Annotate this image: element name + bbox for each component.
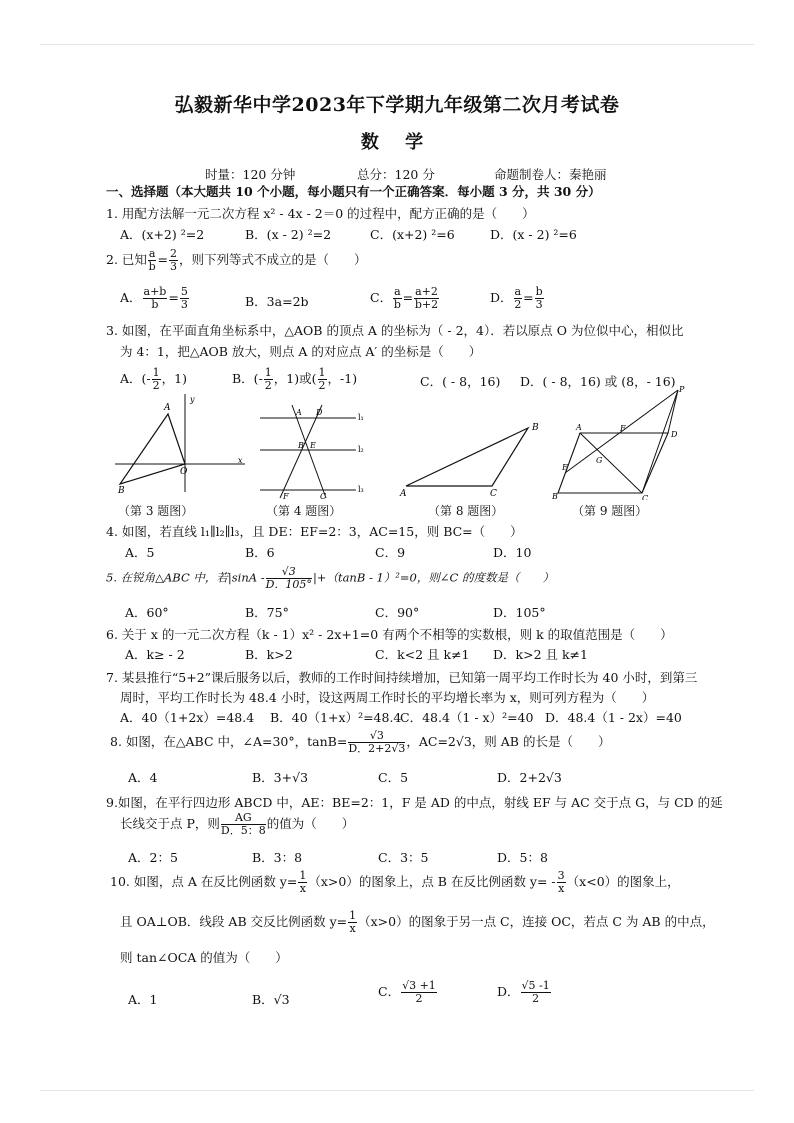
svg-text:A: A <box>400 489 407 499</box>
q6-option-c: C．k<2 且 k≠1 <box>375 647 470 662</box>
q9-option-b: B．3：8 <box>252 850 303 865</box>
figure-3 <box>110 392 250 497</box>
q5-option-b: B．75° <box>245 605 289 620</box>
figure-3-caption: （第 3 题图） <box>118 504 194 518</box>
question-5-stem: 5. 在锐角△ABC 中，若|sinA - $\frac{√3}{D.105^\circ}$ |+（tanB - 1）²=0，则∠C 的度数是（ ） <box>106 565 554 591</box>
exam-time: 时量：120 分钟 <box>205 167 296 182</box>
svg-text:A: A <box>164 403 171 413</box>
svg-text:B: B <box>298 441 304 450</box>
q6-option-b: B．k>2 <box>245 647 293 662</box>
figure-8-caption: （第 8 题图） <box>428 504 504 518</box>
q8-option-d: D．2+2√3 <box>497 770 562 785</box>
svg-text:l₁: l₁ <box>358 413 364 422</box>
svg-text:B: B <box>118 486 125 496</box>
question-10-line1: 10. 如图，点 A 在反比例函数 y= $\frac{1}{x}$ （x>0）的图象上，点 B 在反比例函数 y= - $\frac{3}{x}$ （x<0）的图象上， <box>110 869 680 895</box>
bottom-border <box>40 1090 754 1091</box>
q9-option-d: D．5：8 <box>497 850 548 865</box>
question-6-stem: 6. 关于 x 的一元二次方程（k - 1）x² - 2x+1=0 有两个不相等的实数根，则 k 的取值范围是（ ） <box>106 627 673 642</box>
q3-option-d: D．( - 8，16) 或 (8，- 16) <box>520 374 676 389</box>
question-3-line1: 3. 如图，在平面直角坐标系中，△AOB 的顶点 A 的坐标为（ - 2，4）．若以原点 O 为位似中心，相似比 <box>106 323 684 338</box>
q1-option-d: D．(x - 2) ²=6 <box>490 227 577 242</box>
figure-9 <box>550 385 690 500</box>
svg-text:D: D <box>316 408 323 417</box>
q9-option-c: C．3：5 <box>378 850 429 865</box>
svg-text:F: F <box>620 424 626 433</box>
q8-option-a: A．4 <box>128 770 158 785</box>
figure-9-caption: （第 9 题图） <box>572 504 648 518</box>
q4-option-d: D．10 <box>493 545 532 560</box>
svg-text:y: y <box>190 395 195 404</box>
exam-title: 弘毅新华中学2023年下学期九年级第二次月考试卷 <box>174 94 620 116</box>
svg-text:E: E <box>562 463 568 472</box>
exam-author: 命题制卷人：秦艳丽 <box>494 167 607 182</box>
figure-4 <box>258 400 373 502</box>
section-heading: 一、选择题（本大题共 10 个小题，每小题只有一个正确答案．每小题 3 分，共 30 分） <box>106 184 601 199</box>
q3-option-b: B．(- $\frac{1}{2}$ ，1)或( $\frac{1}{2}$ ，-1) <box>232 366 358 392</box>
q2-option-d: D． $\frac{a}{2}$ = $\frac{b}{3}$ <box>490 285 543 311</box>
q3-option-a: A．(- $\frac{1}{2}$ ，1) <box>120 366 187 392</box>
svg-text:F: F <box>283 492 289 501</box>
svg-text:E: E <box>310 441 316 450</box>
q4-option-c: C．9 <box>375 545 406 560</box>
svg-text:l₃: l₃ <box>358 485 364 494</box>
figure-4-caption: （第 4 题图） <box>266 504 342 518</box>
figure-8 <box>396 420 546 500</box>
svg-text:D: D <box>671 430 678 439</box>
q3-option-c: C．( - 8，16) <box>420 374 501 389</box>
question-10-line3: 则 tan∠OCA 的值为（ ） <box>120 950 288 965</box>
q7-option-b: B．40（1+x）²=48.4 <box>270 710 402 725</box>
q9-option-a: A．2：5 <box>128 850 178 865</box>
question-2-stem: 2. 已知 $\frac{a}{b}$ = $\frac{2}{3}$ ，则下列等式不成立的是（ ） <box>106 247 367 273</box>
svg-text:A: A <box>576 423 582 432</box>
q1-option-a: A．(x+2) ²=2 <box>120 227 205 242</box>
q2-option-a: A． $\frac{a+b}{b}$ = $\frac{5}{3}$ <box>120 285 188 311</box>
q8-option-b: B．3+√3 <box>252 770 309 785</box>
svg-text:l₂: l₂ <box>358 445 364 454</box>
question-8-stem: 8. 如图，在△ABC 中，∠A=30°，tanB= $\frac{√3}{D.2+2√3}$ ，AC=2√3，则 AB 的长是（ ） <box>110 729 611 755</box>
svg-text:C: C <box>320 492 327 501</box>
q10-option-c: C． $\frac{√3 +1}{2}$ <box>378 979 436 1005</box>
q7-option-a: A．40（1+2x）=48.4 <box>120 710 255 725</box>
svg-text:P: P <box>679 385 685 394</box>
exam-score: 总分：120 分 <box>357 167 435 182</box>
q10-option-d: D． $\frac{√5 -1}{2}$ <box>497 979 550 1005</box>
svg-text:B: B <box>552 492 558 500</box>
svg-text:G: G <box>596 456 603 465</box>
svg-text:C: C <box>642 494 649 500</box>
q6-option-d: D．k>2 且 k≠1 <box>493 647 588 662</box>
svg-text:O: O <box>180 467 188 477</box>
question-7-line1: 7. 某县推行“5+2”课后服务以后，教师的工作时间持续增加，已知第一周平均工作时长为 40 小时，到第三 <box>106 670 698 685</box>
question-4-stem: 4. 如图，若直线 l₁∥l₂∥l₃，且 DE：EF=2：3，AC=15，则 BC=（ ） <box>106 524 523 539</box>
svg-text:A: A <box>296 408 302 417</box>
q7-option-d: D．48.4（1 - 2x）=40 <box>545 710 682 725</box>
q5-option-a: A．60° <box>125 605 169 620</box>
question-9-line2: 长线交于点 P，则 $\frac{AG}{D.5:8}$ 的值为（ ） <box>120 811 355 837</box>
q10-option-b: B．√3 <box>252 992 290 1007</box>
q4-option-a: A．5 <box>125 545 155 560</box>
q10-option-a: A．1 <box>128 992 158 1007</box>
svg-text:B: B <box>532 423 539 433</box>
top-border <box>40 44 754 45</box>
q7-option-c: C．48.4（1 - x）²=40 <box>400 710 534 725</box>
question-1-stem: 1. 用配方法解一元二次方程 x² - 4x - 2＝0 的过程中，配方正确的是（ ） <box>106 206 535 221</box>
q2-option-b: B．3a=2b <box>245 294 309 309</box>
svg-text:C: C <box>490 489 497 499</box>
q4-option-b: B．6 <box>245 545 275 560</box>
q6-option-a: A．k≥ - 2 <box>125 647 185 662</box>
exam-subject: 数 学 <box>360 132 434 153</box>
question-3-line2: 为 4：1，把△AOB 放大，则点 A 的对应点 A′ 的坐标是（ ） <box>120 344 482 359</box>
q1-option-c: C．(x+2) ²=6 <box>370 227 455 242</box>
q1-option-b: B．(x - 2) ²=2 <box>245 227 332 242</box>
question-7-line2: 周时，平均工作时长为 48.4 小时，设这两周工作时长的平均增长率为 x，则可列方程为（ ） <box>120 690 655 705</box>
question-10-line2: 且 OA⊥OB．线段 AB 交反比例函数 y= $\frac{1}{x}$ （x>0）的图象于另一点 C，连接 OC，若点 C 为 AB 的中点， <box>120 909 715 935</box>
q5-option-d: D．105° <box>493 605 546 620</box>
svg-text:x: x <box>238 456 243 465</box>
q8-option-c: C．5 <box>378 770 409 785</box>
q2-option-c: C． $\frac{a}{b}$ = $\frac{a+2}{b+2}$ <box>370 285 439 311</box>
q5-option-c: C．90° <box>375 605 420 620</box>
question-9-line1: 9.如图，在平行四边形 ABCD 中，AE：BE=2：1，F 是 AD 的中点，射线 EF 与 AC 交于点 G，与 CD 的延 <box>106 795 723 810</box>
